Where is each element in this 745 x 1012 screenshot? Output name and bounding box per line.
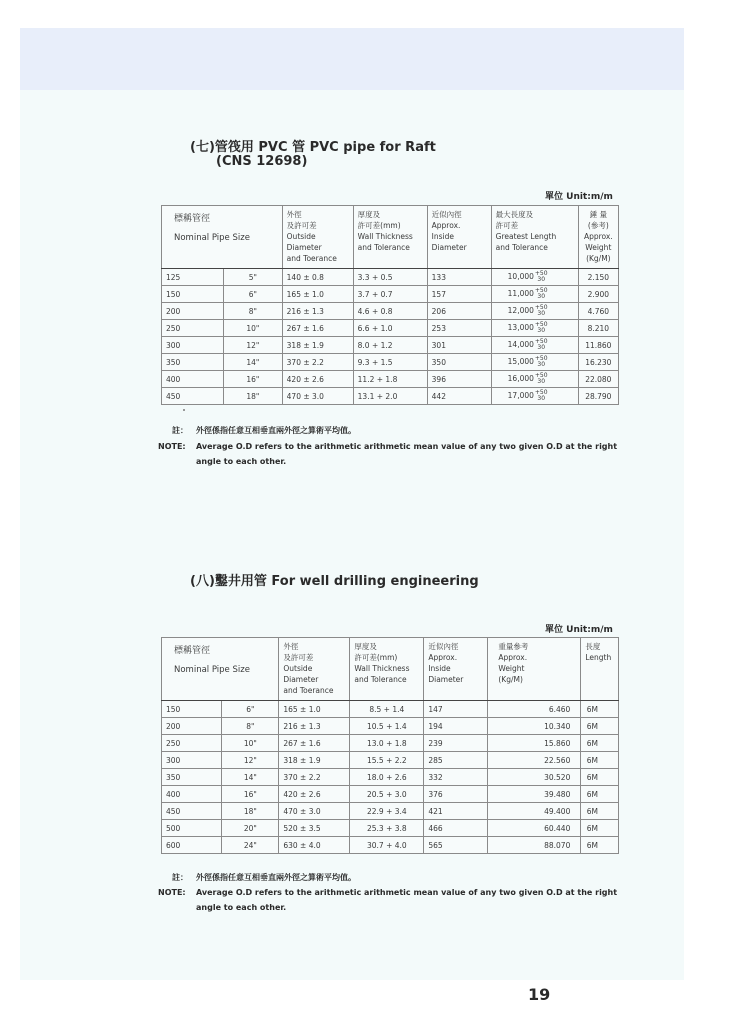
cell-nominal-inch: 6" <box>224 286 283 303</box>
header-text: 厚度及 <box>357 210 381 219</box>
cell-nominal-inch: 16" <box>224 371 283 388</box>
cell-wall-thickness: 13.1 + 2.0 <box>353 388 427 405</box>
length-value: 10,000 <box>507 272 534 281</box>
length-value: 15,000 <box>507 357 534 366</box>
cell-nominal-mm: 200 <box>162 718 222 735</box>
header-inside <box>424 638 488 701</box>
length-value: 17,000 <box>507 391 534 400</box>
cell-wall-thickness: 8.0 + 1.2 <box>353 337 427 354</box>
length-tolerance <box>535 356 548 368</box>
cell-wall-thickness: 6.6 + 1.0 <box>353 320 427 337</box>
cell-weight: 11.860 <box>578 337 618 354</box>
tolerance-plus: +50 <box>534 304 548 311</box>
cell-wall-thickness: 18.0 + 2.6 <box>350 769 424 786</box>
header-text: 及許可差 <box>286 221 317 230</box>
header-text: and Tolerance <box>357 243 410 252</box>
section7-note-zh <box>172 423 356 438</box>
cell-length: 6M <box>581 752 619 769</box>
cell-wall-thickness: 8.5 + 1.4 <box>350 701 424 718</box>
cell-inside-diameter: 133 <box>427 269 491 286</box>
cell-nominal-mm: 600 <box>162 837 222 854</box>
length-tolerance <box>535 339 548 351</box>
header-nominal-zh: 標稱管徑 <box>174 646 211 656</box>
cell-inside-diameter: 565 <box>424 837 488 854</box>
cell-inside-diameter: 421 <box>424 803 488 820</box>
tolerance-minus: 30 <box>537 395 546 402</box>
cell-outside-diameter: 420 ± 2.6 <box>282 371 353 388</box>
cell-wall-thickness: 3.7 + 0.7 <box>353 286 427 303</box>
cell-length: 6M <box>581 718 619 735</box>
note-text: 外徑係指任意互相垂直兩外徑之算術平均值。 <box>196 426 356 435</box>
header-length <box>581 638 619 701</box>
cell-outside-diameter: 216 ± 1.3 <box>279 718 350 735</box>
header-text: Outside <box>286 232 316 241</box>
tolerance-minus: 30 <box>537 327 546 334</box>
cell-outside-diameter: 630 ± 4.0 <box>279 837 350 854</box>
cell-outside-diameter: 370 ± 2.2 <box>279 769 350 786</box>
cell-nominal-mm: 450 <box>162 803 222 820</box>
header-text: Diameter <box>428 675 464 684</box>
cell-nominal-inch: 5" <box>224 269 283 286</box>
cell-nominal-mm: 150 <box>162 701 222 718</box>
header-text: 長度 <box>585 642 601 651</box>
tolerance-plus: +50 <box>534 355 548 362</box>
tolerance-plus: +50 <box>534 389 548 396</box>
header-text: Wall Thickness <box>354 664 410 673</box>
length-tolerance <box>535 373 548 385</box>
cell-weight: 22.080 <box>578 371 618 388</box>
cell-length: 6M <box>581 735 619 752</box>
header-text: Wall Thickness <box>357 232 413 241</box>
cell-nominal-mm: 250 <box>162 735 222 752</box>
cell-inside-diameter: 206 <box>427 303 491 320</box>
header-text: Diameter <box>286 243 322 252</box>
cell-nominal-mm: 300 <box>162 337 224 354</box>
cell-inside-diameter: 253 <box>427 320 491 337</box>
cell-wall-thickness: 25.3 + 3.8 <box>350 820 424 837</box>
cell-nominal-inch: 8" <box>224 303 283 320</box>
section7-note-en <box>158 439 617 469</box>
header-text: Weight <box>585 243 612 252</box>
cell-nominal-inch: 14" <box>222 769 279 786</box>
cell-nominal-mm: 400 <box>162 786 222 803</box>
header-text: Approx. <box>583 232 613 241</box>
cell-weight: 8.210 <box>578 320 618 337</box>
cell-nominal-mm: 500 <box>162 820 222 837</box>
header-text: and Toerance <box>283 686 334 695</box>
cell-inside-diameter: 442 <box>427 388 491 405</box>
cell-length <box>491 303 578 320</box>
header-text: (Kg/M) <box>586 254 611 263</box>
note-text: Average O.D refers to the arithmetic arithmetic mean value of any two given O.D at the right <box>196 888 618 897</box>
cell-outside-diameter: 520 ± 3.5 <box>279 820 350 837</box>
header-nominal-en: Nominal Pipe Size <box>174 233 250 243</box>
cell-inside-diameter: 285 <box>424 752 488 769</box>
cell-nominal-inch: 18" <box>222 803 279 820</box>
cell-nominal-inch: 10" <box>224 320 283 337</box>
raft-pipe-table <box>161 205 619 405</box>
page-header-band <box>20 28 684 90</box>
cell-inside-diameter: 466 <box>424 820 488 837</box>
header-wall <box>353 206 427 269</box>
length-tolerance <box>535 322 548 334</box>
header-text: and Toerance <box>286 254 337 263</box>
cell-wall-thickness: 20.5 + 3.0 <box>350 786 424 803</box>
cell-nominal-inch: 12" <box>224 337 283 354</box>
header-text: Inside <box>428 664 451 673</box>
cell-nominal-mm: 350 <box>162 769 222 786</box>
cell-nominal-mm: 125 <box>162 269 224 286</box>
table-row <box>162 735 619 752</box>
cell-weight: 15.860 <box>488 735 581 752</box>
cell-inside-diameter: 157 <box>427 286 491 303</box>
header-od <box>279 638 350 701</box>
tolerance-minus: 30 <box>537 378 546 385</box>
cell-inside-diameter: 301 <box>427 337 491 354</box>
cell-outside-diameter: 470 ± 3.0 <box>279 803 350 820</box>
cell-length <box>491 337 578 354</box>
section8-note-en <box>158 885 617 915</box>
cell-outside-diameter: 165 ± 1.0 <box>279 701 350 718</box>
note-label: 註： <box>172 426 188 435</box>
cell-outside-diameter: 420 ± 2.6 <box>279 786 350 803</box>
tolerance-plus: +50 <box>534 287 548 294</box>
cell-inside-diameter: 194 <box>424 718 488 735</box>
table-row <box>162 701 619 718</box>
table-row <box>162 303 619 320</box>
header-nominal <box>162 206 283 269</box>
header-text: Approx. <box>431 221 461 230</box>
scan-speck <box>183 409 185 411</box>
cell-inside-diameter: 332 <box>424 769 488 786</box>
cell-nominal-inch: 6" <box>222 701 279 718</box>
cell-length: 6M <box>581 701 619 718</box>
header-text: and Tolerance <box>495 243 548 252</box>
header-text: Outside <box>283 664 313 673</box>
note-label: NOTE: <box>158 888 186 897</box>
length-value: 14,000 <box>507 340 534 349</box>
cell-nominal-mm: 450 <box>162 388 224 405</box>
cell-nominal-inch: 12" <box>222 752 279 769</box>
tolerance-minus: 30 <box>537 293 546 300</box>
cell-length: 6M <box>581 837 619 854</box>
header-weight <box>578 206 618 269</box>
table-row <box>162 371 619 388</box>
length-tolerance <box>535 288 548 300</box>
cell-weight: 4.760 <box>578 303 618 320</box>
cell-wall-thickness: 11.2 + 1.8 <box>353 371 427 388</box>
cell-wall-thickness: 15.5 + 2.2 <box>350 752 424 769</box>
cell-weight: 28.790 <box>578 388 618 405</box>
table-row <box>162 752 619 769</box>
cell-wall-thickness: 30.7 + 4.0 <box>350 837 424 854</box>
section8-unit: 單位 Unit:m/m <box>545 625 613 635</box>
cell-weight: 88.070 <box>488 837 581 854</box>
header-text: and Tolerance <box>354 675 407 684</box>
header-nominal <box>162 638 279 701</box>
header-od <box>282 206 353 269</box>
tolerance-minus: 30 <box>537 361 546 368</box>
header-text: Approx. <box>428 653 458 662</box>
header-wall <box>350 638 424 701</box>
header-text: 近似內徑 <box>431 210 462 219</box>
cell-length <box>491 354 578 371</box>
cell-wall-thickness: 13.0 + 1.8 <box>350 735 424 752</box>
header-text: Inside <box>431 232 454 241</box>
cell-nominal-mm: 400 <box>162 371 224 388</box>
cell-inside-diameter: 239 <box>424 735 488 752</box>
header-text: (參考) <box>587 221 609 230</box>
cell-length: 6M <box>581 786 619 803</box>
cell-outside-diameter: 370 ± 2.2 <box>282 354 353 371</box>
header-text: Diameter <box>283 675 319 684</box>
header-length <box>491 206 578 269</box>
cell-length <box>491 371 578 388</box>
length-value: 11,000 <box>507 289 534 298</box>
table-row <box>162 803 619 820</box>
table-row <box>162 718 619 735</box>
header-nominal-en: Nominal Pipe Size <box>174 665 250 675</box>
header-text: Diameter <box>431 243 467 252</box>
length-tolerance <box>535 390 548 402</box>
table-row <box>162 320 619 337</box>
table-row <box>162 337 619 354</box>
table-row <box>162 786 619 803</box>
table-row <box>162 837 619 854</box>
header-text: Greatest Length <box>495 232 557 241</box>
header-text: 重量參考 <box>498 642 529 651</box>
cell-weight: 6.460 <box>488 701 581 718</box>
tolerance-plus: +50 <box>534 270 548 277</box>
note-text: 外徑係指任意互相垂直兩外徑之算術平均值。 <box>196 873 356 882</box>
cell-weight: 10.340 <box>488 718 581 735</box>
cell-weight: 49.400 <box>488 803 581 820</box>
cell-wall-thickness: 9.3 + 1.5 <box>353 354 427 371</box>
cell-inside-diameter: 350 <box>427 354 491 371</box>
header-weight <box>488 638 581 701</box>
cell-wall-thickness: 22.9 + 3.4 <box>350 803 424 820</box>
cell-inside-diameter: 376 <box>424 786 488 803</box>
length-value: 13,000 <box>507 323 534 332</box>
cell-nominal-inch: 10" <box>222 735 279 752</box>
length-value: 12,000 <box>507 306 534 315</box>
cell-outside-diameter: 216 ± 1.3 <box>282 303 353 320</box>
section8-title: (八)鑿井用管 For well drilling engineering <box>190 574 479 589</box>
cell-nominal-mm: 250 <box>162 320 224 337</box>
table-row <box>162 820 619 837</box>
cell-length: 6M <box>581 820 619 837</box>
cell-nominal-mm: 300 <box>162 752 222 769</box>
cell-nominal-inch: 24" <box>222 837 279 854</box>
cell-length <box>491 388 578 405</box>
cell-nominal-inch: 20" <box>222 820 279 837</box>
cell-length <box>491 269 578 286</box>
cell-wall-thickness: 10.5 + 1.4 <box>350 718 424 735</box>
tolerance-plus: +50 <box>534 338 548 345</box>
note-label: 註： <box>172 873 188 882</box>
cell-outside-diameter: 140 ± 0.8 <box>282 269 353 286</box>
length-tolerance <box>535 271 548 283</box>
page-number: 19 <box>528 985 551 1004</box>
header-text: Weight <box>498 664 525 673</box>
table-row <box>162 354 619 371</box>
cell-outside-diameter: 165 ± 1.0 <box>282 286 353 303</box>
length-value: 16,000 <box>507 374 534 383</box>
header-text: 許可差(mm) <box>357 221 401 230</box>
cell-wall-thickness: 4.6 + 0.8 <box>353 303 427 320</box>
cell-weight: 2.900 <box>578 286 618 303</box>
header-text: Length <box>585 653 612 662</box>
header-text: 近似內徑 <box>428 642 459 651</box>
cell-outside-diameter: 318 ± 1.9 <box>279 752 350 769</box>
cell-outside-diameter: 267 ± 1.6 <box>279 735 350 752</box>
tolerance-minus: 30 <box>537 276 546 283</box>
header-text: 許可差 <box>495 221 519 230</box>
cell-weight: 60.440 <box>488 820 581 837</box>
note-text: angle to each other. <box>196 457 287 466</box>
header-text: Approx. <box>498 653 528 662</box>
cell-nominal-inch: 18" <box>224 388 283 405</box>
cell-inside-diameter: 147 <box>424 701 488 718</box>
header-text: 及許可差 <box>283 653 314 662</box>
tolerance-minus: 30 <box>537 344 546 351</box>
cell-length: 6M <box>581 769 619 786</box>
cell-nominal-inch: 16" <box>222 786 279 803</box>
cell-outside-diameter: 318 ± 1.9 <box>282 337 353 354</box>
cell-weight: 16.230 <box>578 354 618 371</box>
header-inside <box>427 206 491 269</box>
cell-nominal-mm: 200 <box>162 303 224 320</box>
cell-inside-diameter: 396 <box>427 371 491 388</box>
cell-nominal-mm: 350 <box>162 354 224 371</box>
note-text: Average O.D refers to the arithmetic arithmetic mean value of any two given O.D at the right <box>196 442 618 451</box>
header-text: 許可差(mm) <box>354 653 398 662</box>
header-text: 錘 量 <box>589 210 608 219</box>
tolerance-plus: +50 <box>534 321 548 328</box>
cell-nominal-inch: 14" <box>224 354 283 371</box>
cell-length: 6M <box>581 803 619 820</box>
well-pipe-table <box>161 637 619 854</box>
tolerance-minus: 30 <box>537 310 546 317</box>
header-text: 厚度及 <box>354 642 377 651</box>
header-nominal-zh: 標稱管徑 <box>174 214 211 224</box>
tolerance-plus: +50 <box>534 372 548 379</box>
section7-unit: 單位 Unit:m/m <box>545 192 613 202</box>
table-row <box>162 388 619 405</box>
note-label: NOTE: <box>158 442 186 451</box>
cell-weight: 30.520 <box>488 769 581 786</box>
cell-nominal-inch: 8" <box>222 718 279 735</box>
cell-weight: 39.480 <box>488 786 581 803</box>
note-text: angle to each other. <box>196 903 287 912</box>
cell-weight: 2.150 <box>578 269 618 286</box>
section7-title: (七)管筏用 PVC 管 PVC pipe for Raft <box>190 140 436 155</box>
header-text: 外徑 <box>286 210 302 219</box>
header-text: 最大長度及 <box>495 210 534 219</box>
cell-nominal-mm: 150 <box>162 286 224 303</box>
section8-note-zh <box>172 870 356 885</box>
cell-wall-thickness: 3.3 + 0.5 <box>353 269 427 286</box>
cell-length <box>491 286 578 303</box>
length-tolerance <box>535 305 548 317</box>
section7-standard: (CNS 12698) <box>216 154 308 169</box>
table-row <box>162 769 619 786</box>
cell-outside-diameter: 470 ± 3.0 <box>282 388 353 405</box>
cell-length <box>491 320 578 337</box>
header-text: (Kg/M) <box>498 675 523 684</box>
table-row <box>162 269 619 286</box>
header-text: 外徑 <box>283 642 299 651</box>
cell-weight: 22.560 <box>488 752 581 769</box>
cell-outside-diameter: 267 ± 1.6 <box>282 320 353 337</box>
table-row <box>162 286 619 303</box>
